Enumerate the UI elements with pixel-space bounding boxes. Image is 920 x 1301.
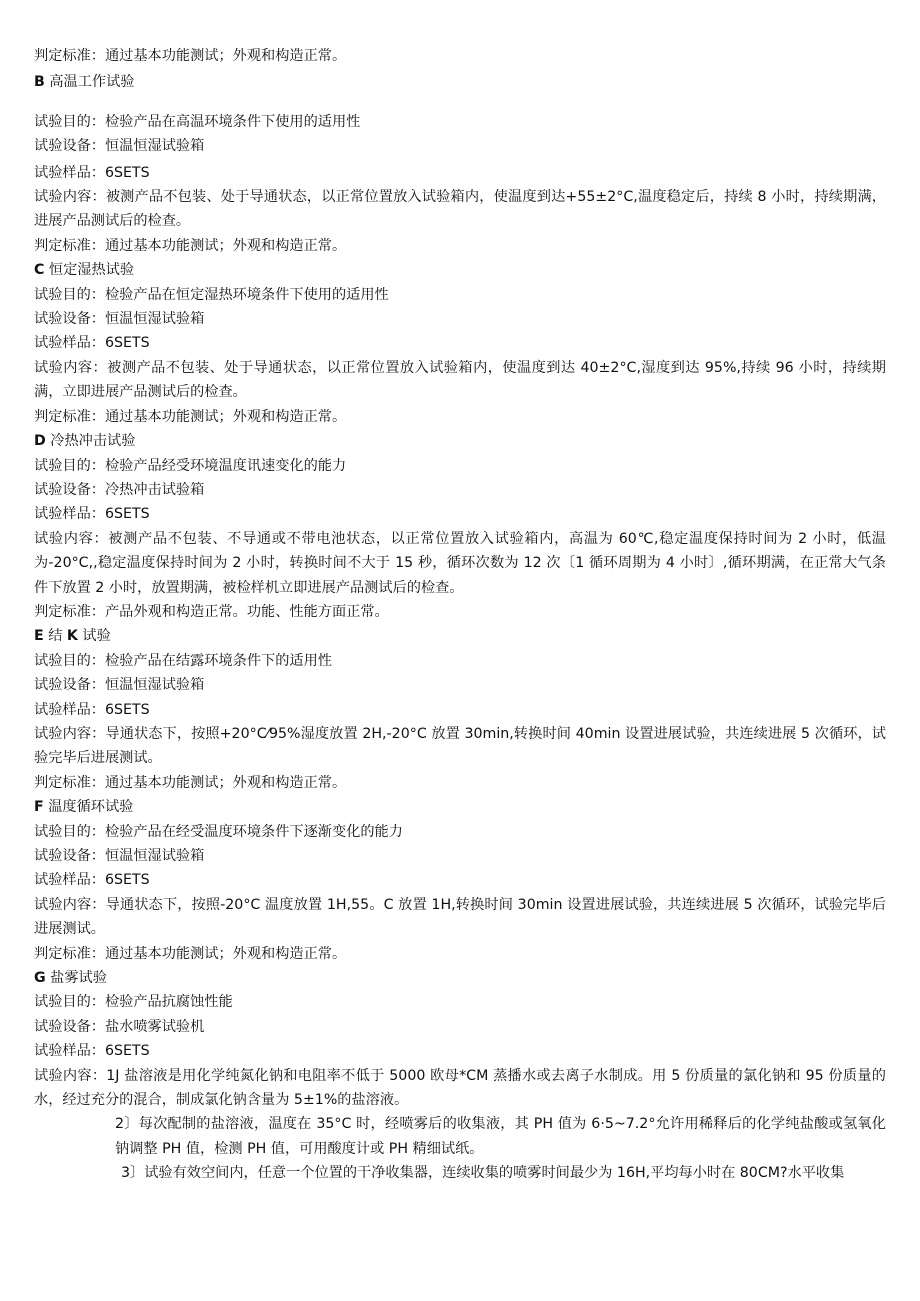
section-title: 冷热冲击试验 [45,433,136,450]
criteria-line: 判定标准：通过基本功能测试；外观和构造正常。 [34,408,347,425]
content-paragraph: 试验内容：被测产品不包装、处于导通状态，以正常位置放入试验箱内，使温度到达+55±2°C,温度稳定后，持续 8 小时，持续期满，进展产品测试后的检查。 [34,189,886,230]
equipment-line: 试验设备：恒温恒湿试验箱 [34,311,205,328]
sample-line: 试验样品：6SETS [34,872,150,889]
purpose-line: 试验目的：检验产品在高温环境条件下使用的适用性 [34,113,361,130]
criteria-line: 判定标准：通过基本功能测试；外观和构造正常。 [34,774,347,791]
content-paragraph: 试验内容：导通状态下，按照+20°C⁄95%湿度放置 2H,-20°C 放置 30min,转换时间 40min 设置进展试验，共连续进展 5 次循环，试验完毕后进展测试。 [34,725,886,767]
criteria-line: 判定标准：通过基本功能测试；外观和构造正常。 [34,237,347,254]
equipment-line: 试验设备：冷热冲击试验箱 [34,481,205,498]
section-letter-k: K [66,628,78,645]
section-heading-d [34,429,886,453]
equipment-line: 试验设备：恒温恒湿试验箱 [34,677,205,694]
section-heading-b [34,70,886,94]
section-letter: C [34,262,45,279]
purpose-line: 试验目的：检验产品在经受温度环境条件下逐渐变化的能力 [34,823,403,840]
equipment-line: 试验设备：恒温恒湿试验箱 [34,138,205,155]
purpose-line: 试验目的：检验产品在恒定湿热环境条件下使用的适用性 [34,286,389,303]
sample-line: 试验样品：6SETS [34,1043,150,1060]
section-letter: D [34,433,46,450]
content-paragraph-indented: 3〕试验有效空间内，任意一个位置的干净收集器，连续收集的喷雾时间最少为 16H,平均每小时在 80CM?水平收集 [121,1165,845,1182]
content-paragraph: 试验内容：导通状态下，按照-20°C 温度放置 1H,55。C 放置 1H,转换时间 30min 设置进展试验，共连续进展 5 次循环，试验完毕后进展测试。 [34,896,886,938]
section-title: 恒定湿热试验 [44,262,135,279]
purpose-line: 试验目的：检验产品经受环境温度讯速变化的能力 [34,457,347,474]
content-paragraph-indented: 2〕每次配制的盐溶液，温度在 35°C 时，经喷雾后的收集液，其 PH 值为 6·5~7.2°允许用稀释后的化学纯盐酸或氢氧化钠调整 PH 值，检测 PH 值，可用酸度计或 PH 精细试纸。 [115,1116,886,1157]
sample-line: 试验样品：6SETS [34,335,150,352]
equipment-line: 试验设备：恒温恒湿试验箱 [34,848,205,864]
content-paragraph: 试验内容：1J 盐溶液是用化学纯氮化钠和电阻率不低于 5000 欧母*CM 蒸播水或去离子水制成。用 5 份质量的氯化钠和 95 份质量的水，经过充分的混合，制成氯化钠含量为 5±1%的盐溶液。 [34,1067,886,1109]
criteria-line: 判定标准：通过基本功能测试；外观和构造正常。 [34,945,347,962]
section-title: 试验 [77,628,111,645]
content-paragraph: 试验内容：被测产品不包装、不导通或不带电池状态，以正常位置放入试验箱内，高温为 60℃,稳定温度保持时间为 2 小时，低温为-20°C,,稳定温度保持时间为 2 小时，转换时间不大于 15 秒，循环次数为 12 次〔1 循环周期为 4 小时〕,循环期满，在正常大气条件下放置 2 小时，放置期满，被检样机立即进展产品测试后的检查。 [34,530,886,596]
sample-line: 试验样品：6SETS [34,164,150,181]
section-heading-f [34,795,886,819]
section-letter: E [34,628,44,645]
sample-line: 试验样品：6SETS [34,506,150,523]
section-heading-g [34,966,886,990]
sample-line: 试验样品：6SETS [34,701,150,718]
section-letter: G [34,970,46,987]
section-title-part: 结 [43,628,67,645]
document-page [34,44,886,1186]
section-letter: B [34,74,45,91]
content-paragraph: 试验内容：被测产品不包装、处于导通状态，以正常位置放入试验箱内，使温度到达 40±2°C,湿度到达 95%,持续 96 小时，持续期满，立即进展产品测试后的检查。 [34,359,886,401]
purpose-line: 试验目的：检验产品抗腐蚀性能 [34,994,233,1011]
section-title: 盐雾试验 [45,970,107,987]
criteria-line: 判定标准：通过基本功能测试；外观和构造正常。 [34,48,347,64]
section-heading-e [34,624,886,648]
section-title: 高温工作试验 [44,74,135,91]
purpose-line: 试验目的：检验产品在结露环境条件下的适用性 [34,652,332,669]
criteria-line: 判定标准：产品外观和构造正常。功能、性能方面正常。 [34,603,389,620]
section-letter: F [34,799,44,816]
section-title: 温度循环试验 [43,799,134,816]
equipment-line: 试验设备：盐水喷雾试验机 [34,1018,205,1035]
section-heading-c [34,258,886,282]
